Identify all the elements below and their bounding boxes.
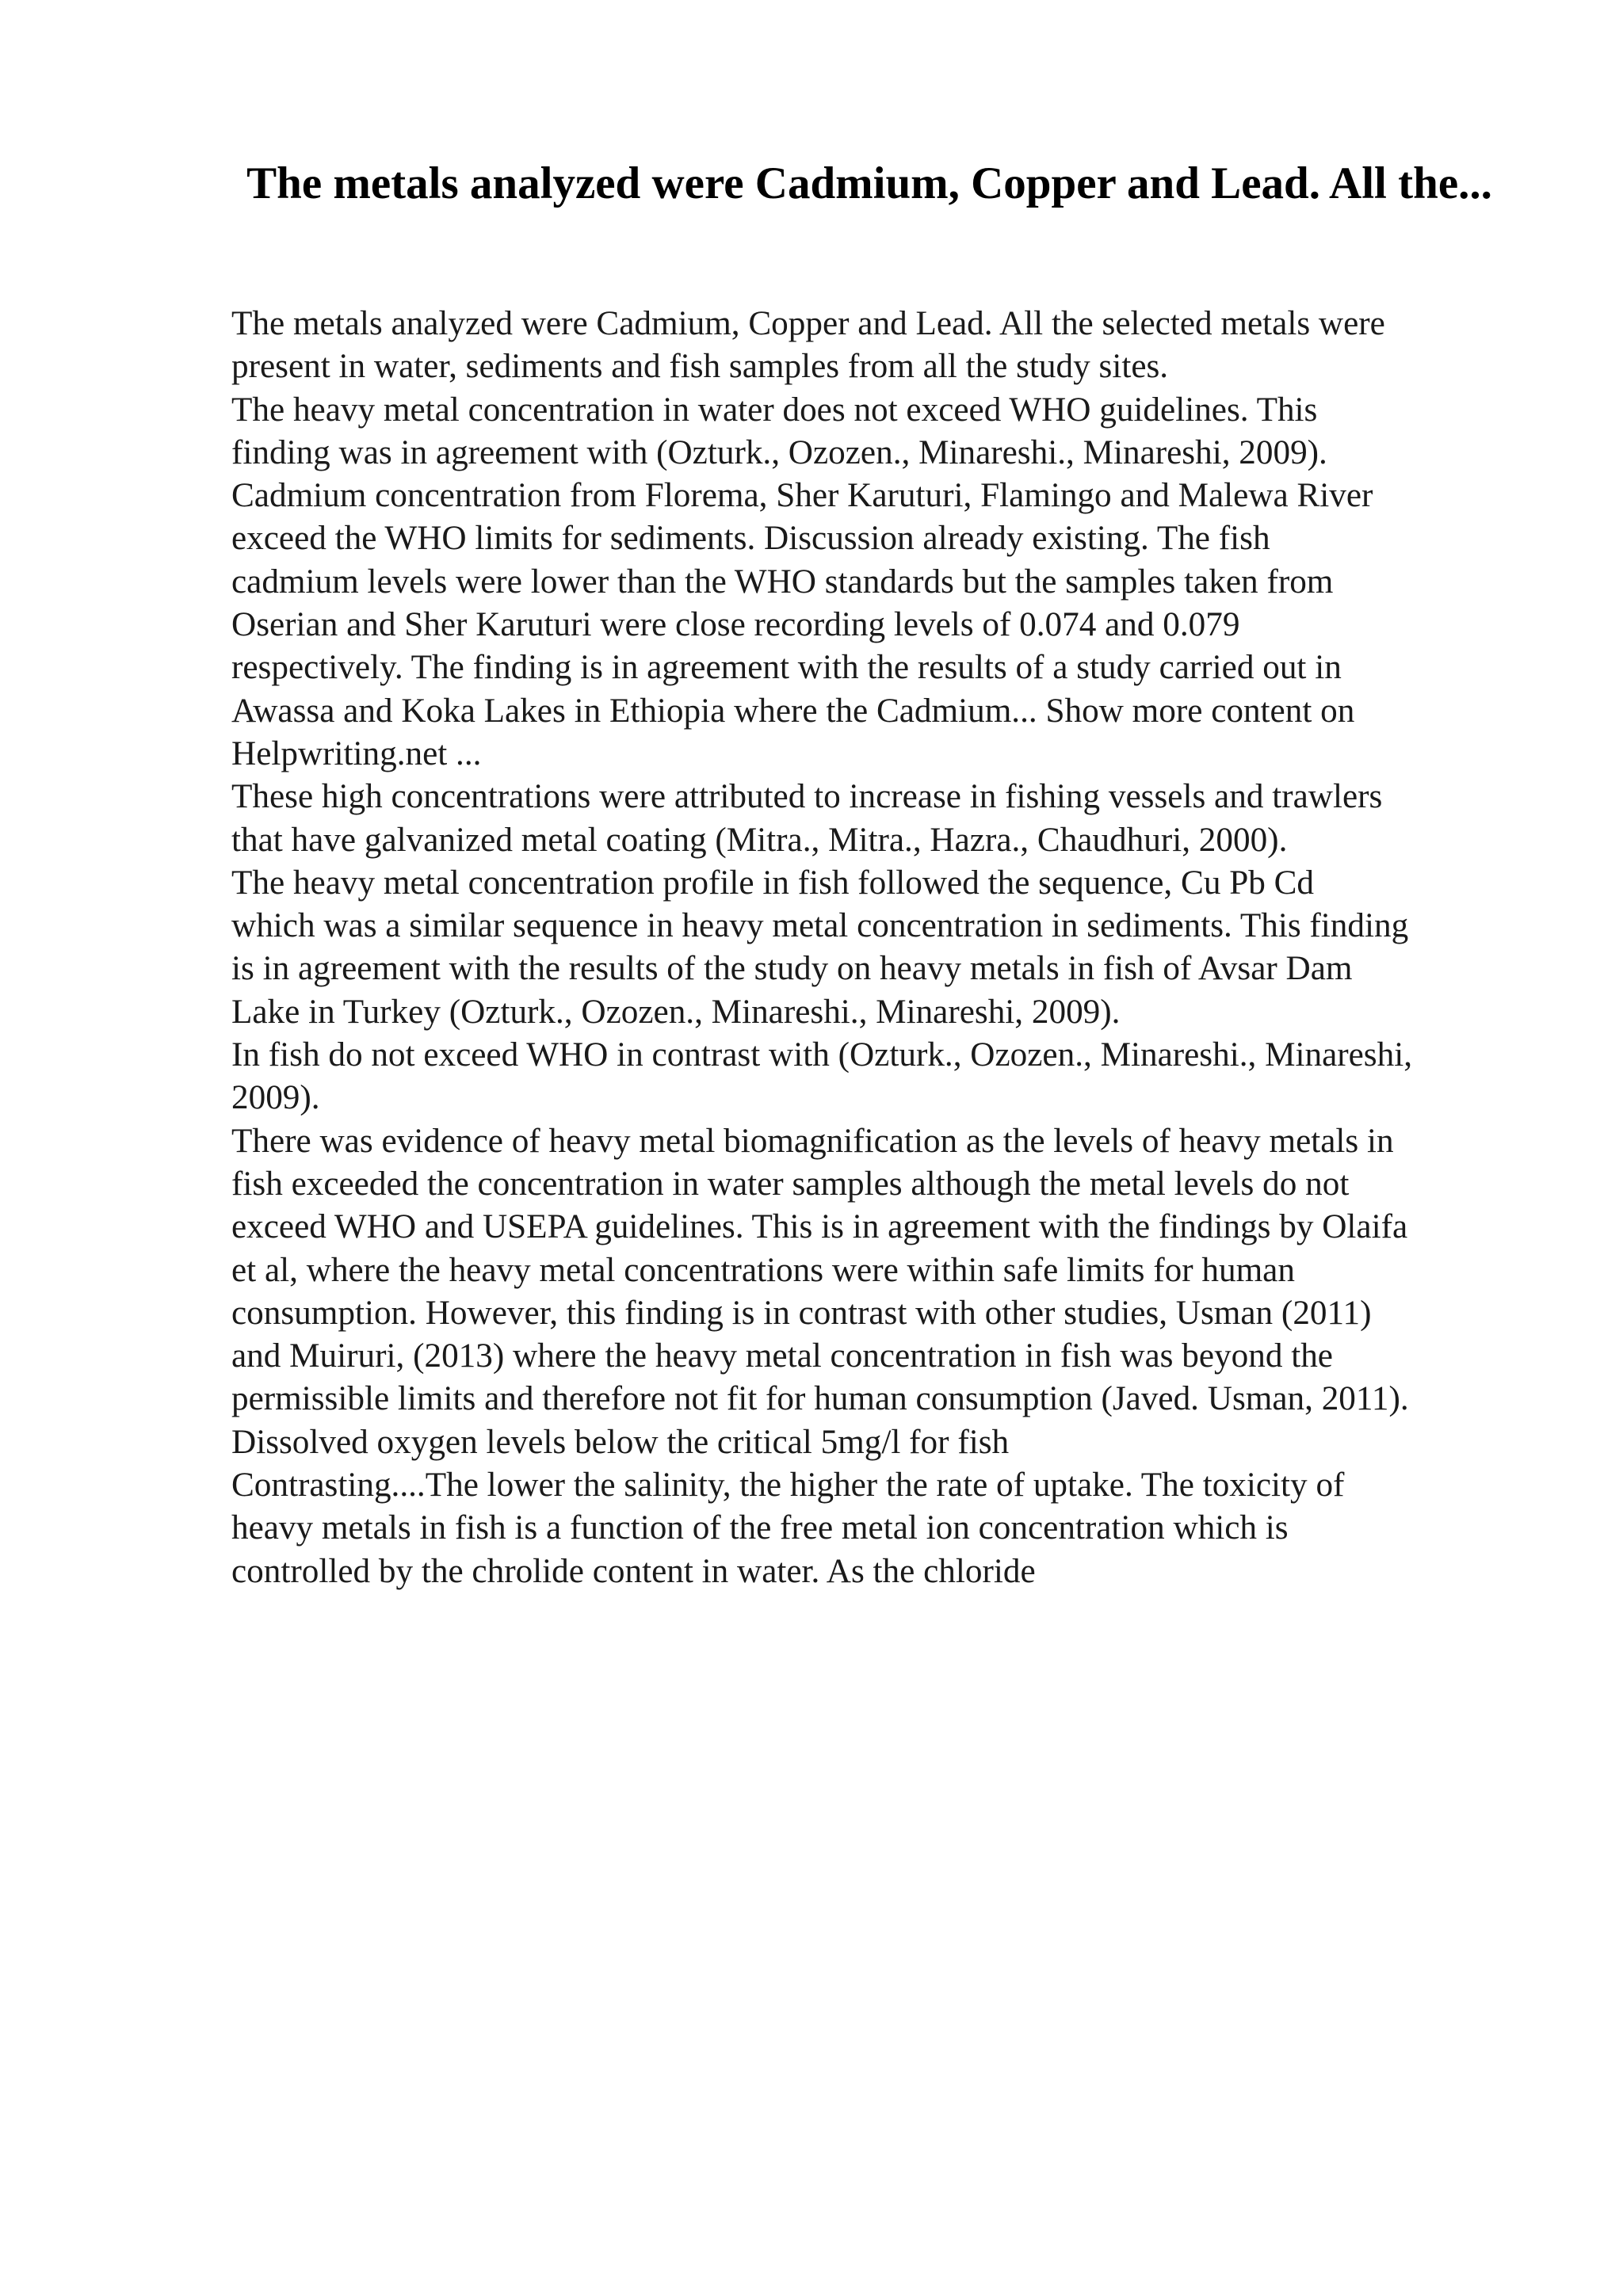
body-line: Dissolved oxygen levels below the critical 5mg/l for fish <box>231 1423 1010 1461</box>
body-line: finding was in agreement with (Ozturk., Ozozen., Minareshi., Minareshi, 2009). <box>231 433 1327 471</box>
body-line: which was a similar sequence in heavy metal concentration in sediments. This finding <box>231 907 1409 945</box>
body-line: Lake in Turkey (Ozturk., Ozozen., Minareshi., Minareshi, 2009). <box>231 993 1121 1031</box>
body-line: heavy metals in fish is a function of the free metal ion concentration which is <box>231 1509 1289 1547</box>
body-line: controlled by the chrolide content in water. As the chloride <box>231 1552 1036 1590</box>
body-line: and Muiruri, (2013) where the heavy metal concentration in fish was beyond the <box>231 1337 1333 1375</box>
body-line: Contrasting....The lower the salinity, the higher the rate of uptake. The toxicity of <box>231 1466 1345 1505</box>
body-line: consumption. However, this finding is in contrast with other studies, Usman (2011) <box>231 1294 1372 1332</box>
body-line: These high concentrations were attributed to increase in fishing vessels and trawlers <box>231 778 1383 816</box>
body-line: The heavy metal concentration profile in fish followed the sequence, Cu Pb Cd <box>231 864 1315 902</box>
body-line: In fish do not exceed WHO in contrast with (Ozturk., Ozozen., Minareshi., Minareshi, <box>231 1036 1412 1074</box>
body-line: respectively. The finding is in agreement with the results of a study carried out in <box>231 649 1342 687</box>
body-line: is in agreement with the results of the study on heavy metals in fish of Avsar Dam <box>231 950 1353 988</box>
body-line: present in water, sediments and fish samples from all the study sites. <box>231 348 1169 386</box>
body-line: The heavy metal concentration in water does not exceed WHO guidelines. This <box>231 391 1318 429</box>
body-line: There was evidence of heavy metal biomagnification as the levels of heavy metals in <box>231 1122 1394 1160</box>
document-body <box>231 303 1531 1593</box>
body-line: 2009). <box>231 1079 320 1117</box>
document-title: The metals analyzed were Cadmium, Copper and Lead. All the... <box>246 158 1492 208</box>
body-line: Awassa and Koka Lakes in Ethiopia where the Cadmium... Show more content on <box>231 692 1355 730</box>
body-line: Oserian and Sher Karuturi were close recording levels of 0.074 and 0.079 <box>231 606 1240 644</box>
body-line: Cadmium concentration from Florema, Sher Karuturi, Flamingo and Malewa River <box>231 477 1373 515</box>
body-line: cadmium levels were lower than the WHO standards but the samples taken from <box>231 563 1334 601</box>
body-line: permissible limits and therefore not fit for human consumption (Javed. Usman, 2011). <box>231 1380 1409 1418</box>
body-line: exceed WHO and USEPA guidelines. This is in agreement with the findings by Olaifa <box>231 1208 1408 1246</box>
body-line: fish exceeded the concentration in water samples although the metal levels do not <box>231 1165 1350 1203</box>
body-line: that have galvanized metal coating (Mitra., Mitra., Hazra., Chaudhuri, 2000). <box>231 821 1288 859</box>
body-line: exceed the WHO limits for sediments. Discussion already existing. The fish <box>231 520 1270 558</box>
body-line: Helpwriting.net ... <box>231 734 482 772</box>
body-line: The metals analyzed were Cadmium, Copper and Lead. All the selected metals were <box>231 305 1385 342</box>
body-line: et al, where the heavy metal concentrations were within safe limits for human <box>231 1251 1295 1289</box>
